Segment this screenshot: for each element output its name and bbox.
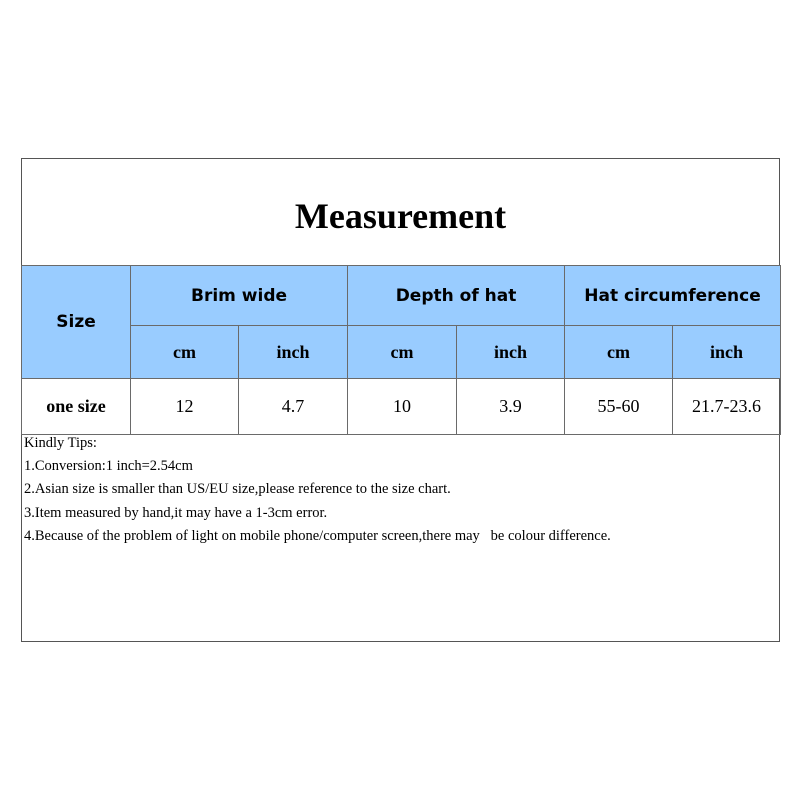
tip-line: 2.Asian size is smaller than US/EU size,please reference to the size chart. bbox=[24, 481, 451, 498]
unit-cell: inch bbox=[457, 326, 565, 379]
value-cell: 4.7 bbox=[239, 379, 348, 435]
row-label-cell: one size bbox=[22, 379, 131, 435]
table-row bbox=[22, 379, 781, 435]
value-cell: 10 bbox=[348, 379, 457, 435]
hat-circumference-header: Hat circumference bbox=[565, 266, 781, 326]
value-cell: 21.7-23.6 bbox=[673, 379, 781, 435]
size-header-cell: Size bbox=[22, 266, 131, 379]
unit-cell: cm bbox=[348, 326, 457, 379]
value-cell: 55-60 bbox=[565, 379, 673, 435]
tips-heading: Kindly Tips: bbox=[24, 435, 97, 451]
tip-line: 4.Because of the problem of light on mobile phone/computer screen,there may be colour difference. bbox=[24, 527, 611, 544]
value-cell: 3.9 bbox=[457, 379, 565, 435]
unit-cell: inch bbox=[239, 326, 348, 379]
size-chart-frame bbox=[21, 158, 780, 642]
size-table bbox=[21, 265, 781, 435]
chart-title: Measurement bbox=[294, 195, 507, 236]
unit-cell: inch bbox=[673, 326, 781, 379]
unit-cell: cm bbox=[565, 326, 673, 379]
tip-line: 3.Item measured by hand,it may have a 1-3cm error. bbox=[24, 504, 328, 521]
tip-line: 1.Conversion:1 inch=2.54cm bbox=[24, 458, 193, 475]
value-cell: 12 bbox=[131, 379, 239, 435]
depth-of-hat-header: Depth of hat bbox=[348, 266, 565, 326]
table-unit-row bbox=[22, 326, 781, 379]
brim-wide-header: Brim wide bbox=[131, 266, 348, 326]
tips-section bbox=[22, 432, 611, 548]
unit-cell: cm bbox=[131, 326, 239, 379]
table-header-row bbox=[22, 266, 781, 326]
